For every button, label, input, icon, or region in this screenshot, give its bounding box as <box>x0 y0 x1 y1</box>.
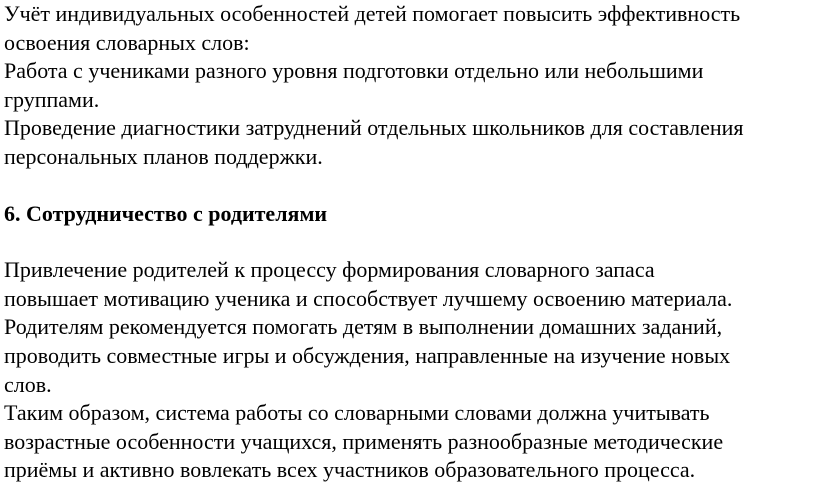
text-line: Родителям рекомендуется помогать детям в выполнении домашних заданий, <box>4 314 723 340</box>
text-line: Проведение диагностики затруднений отдельных школьников для составления <box>4 115 744 141</box>
spacer <box>4 228 812 256</box>
text-line: возрастные особенности учащихся, применять разнообразные методические <box>4 428 724 454</box>
intro-block <box>4 0 812 172</box>
text-line: освоения словарных слов: <box>4 29 250 55</box>
text-line: Учёт индивидуальных особенностей детей помогает повысить эффективность <box>4 1 741 26</box>
spacer <box>4 172 812 200</box>
text-line: Привлечение родителей к процессу формирования словарного запаса <box>4 257 655 283</box>
text-line: группами. <box>4 86 100 112</box>
text-line: проводить совместные игры и обсуждения, направленные на изучение новых <box>4 342 731 368</box>
document-page <box>4 0 812 485</box>
text-line: Таким образом, система работы со словарными словами должна учитывать <box>4 400 710 426</box>
text-line: приёмы и активно вовлекать всех участников образовательного процесса. <box>4 457 696 483</box>
text-line: персональных планов поддержки. <box>4 143 323 169</box>
section-body <box>4 256 812 485</box>
text-line: Работа с учениками разного уровня подготовки отдельно или небольшими <box>4 58 704 84</box>
text-line: повышает мотивацию ученика и способствует лучшему освоению материала. <box>4 285 733 311</box>
section-heading: 6. Сотрудничество с родителями <box>4 200 328 226</box>
text-line: слов. <box>4 371 52 397</box>
